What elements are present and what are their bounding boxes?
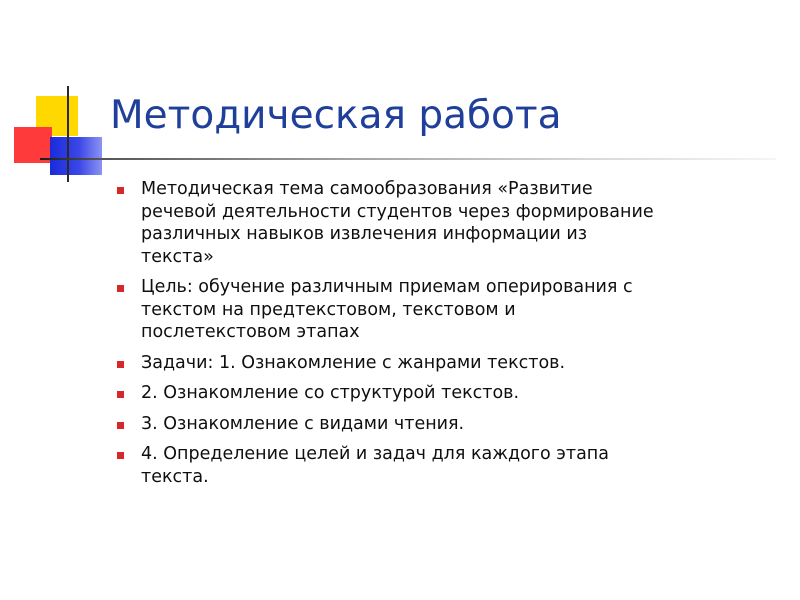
bullet-square-icon — [117, 361, 124, 368]
list-item-text: Методическая тема самообразования «Развитие речевой деятельности студентов через формирование различных навыков извлечения информации из текста» — [141, 179, 654, 267]
bullet-list — [141, 178, 781, 496]
list-item-text: Цель: обучение различным приемам оперирования с текстом на предтекстовом, текстовом и послетекстовом этапах — [141, 277, 633, 342]
bullet-square-icon — [117, 452, 124, 459]
list-item-text: Задачи: 1. Ознакомление с жанрами текстов. — [141, 352, 566, 373]
list-item — [141, 382, 781, 405]
title-underline — [40, 158, 776, 160]
list-item — [141, 413, 781, 436]
vertical-line — [67, 86, 69, 182]
slide-title: Методическая работа — [110, 93, 562, 138]
list-item-text: 4. Определение целей и задач для каждого этапа текста. — [141, 444, 609, 487]
blue-square — [50, 137, 102, 175]
bullet-square-icon — [117, 422, 124, 429]
color-squares-logo-icon — [0, 0, 120, 190]
list-item — [141, 178, 781, 268]
list-item — [141, 352, 781, 375]
bullet-square-icon — [117, 285, 124, 292]
list-item — [141, 443, 781, 488]
bullet-square-icon — [117, 391, 124, 398]
list-item-text: 2. Ознакомление со структурой текстов. — [141, 383, 520, 403]
list-item — [141, 276, 781, 344]
bullet-square-icon — [117, 187, 124, 194]
list-item-text: 3. Ознакомление с видами чтения. — [141, 413, 465, 434]
